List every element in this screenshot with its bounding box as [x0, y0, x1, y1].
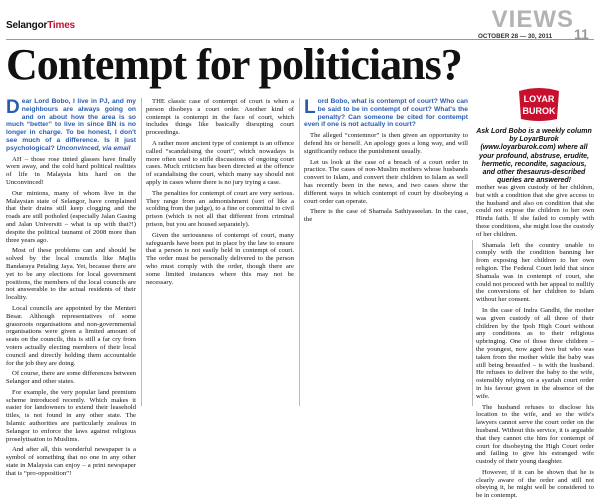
paragraph: The alleged “contemnor” is then given an opportunity to defend his or herself. An apology goes a long way, and will significantly reduce the punishment usually. [304, 132, 468, 155]
paragraph: Our minions, many of whom live in the Malaysian state of Selangor, have complained that their drains still keep clogging and the roads are still potholed (especially Jalan Gasing and Jalan Universiti – what is up with that?!) despite the political tsunami of 2008 more than three years ago. [6, 189, 136, 244]
column-divider [299, 98, 300, 406]
page-header [0, 0, 600, 40]
column-1 [6, 97, 136, 477]
paragraph: A rather more ancient type of contempt is an offence called “scandalising the court”, which nowadays is more often used to stifle discussions of ongoing court cases. Much criticism has been directed at the offence of scandalising the court, which many say should not apply in cases where there is no jury trying a case. [146, 139, 294, 186]
column-divider [472, 240, 473, 406]
brand-name: Selangor [6, 20, 48, 31]
section-title: VIEWS [491, 6, 574, 33]
paragraph: THE classic case of contempt of court is when a person disobeys a court order. Another kind of contempt is contempt in the face of court, which includes things like basically disrupting court proceedings. [146, 98, 294, 137]
paragraph: Most of these problems can and should be solved by the local councils like Majlis Bandaraya Petaling Jaya. Yet, because there are yet to be any elections for local government positions, the members of the local councils are not answerable to the actual residents of their locality. [6, 247, 136, 302]
question-2 [304, 98, 468, 129]
headline: Contempt for politicians? [6, 40, 462, 89]
paragraph: mother was given custody of her children, but with a condition that she give access to the husband and also on condition that she could not expose the children to her own Hindu faith. If she failed to comply with these conditions, she might lose the custody of her children. [476, 184, 594, 238]
paragraph: The penalties for contempt of court are very serious. They range from an admonishment (sort of like a scolding from the judge), to a fine or committal to civil prison (which is not all that different from criminal prison, but you are housed separately). [146, 189, 294, 228]
paragraph: Local councils are appointed by the Menteri Besar. Although representatives of some grassroots organisations and non-governmental organisations were given a limited amount of seats on the councils, this is still a far cry from voters actually electing members of their local council and directly holding them accountable for the job they are doing. [6, 304, 136, 367]
paragraph: There is the case of Shamala Sathiyaseelan. In the case, the [304, 208, 468, 224]
question-2-text: ord Bobo, what is contempt of court? Who can be said to be in contempt of court? What's the penalty? Can someone be cited for contempt even if one is not actually in court? [304, 98, 468, 129]
column-2 [146, 98, 294, 408]
dropcap-1: D [6, 97, 20, 118]
masthead-logo [6, 20, 75, 31]
question-1 [6, 98, 136, 153]
paragraph: Shamala left the country unable to comply with the condition banning her from exposing her children to her own religion. The Federal Court held that since Shamala was in contempt of court, she could not proceed with her appeal to nullify the conversions of her children to Islam without her consent. [476, 241, 594, 304]
paragraph: Given the seriousness of contempt of court, many safeguards have been put in place by the law to ensure that a person is not easily held in contempt of court. The order must be personally delivered to the person who must comply with the order, though there are some limited instances where this may not be necessary. [146, 231, 294, 286]
brand-name-times: Times [47, 20, 75, 31]
question-1-text: ear Lord Bobo, I live in PJ, and my neighbours are always going on and on about how the area is so much “better” to live in since BN is no longer in charge. To be honest, I don't see much of a difference. Is it just psychological? [6, 98, 136, 152]
paragraph: For example, the very popular land premium scheme introduced recently. Which makes it easier for landowners to extend their leasehold titles, is not found in any other state. The Islamic authorities are particularly zealous in Selangor to enforce the laws against religious proselytisation to Muslims. [6, 388, 136, 443]
paragraph: Of course, there are some differences between Selangor and other states. [6, 370, 136, 386]
column-4 [476, 60, 594, 500]
column-3 [304, 98, 468, 408]
question-1-signature: Unconvinced, via email [56, 144, 131, 152]
logo-text-2: BUROK [522, 106, 556, 116]
issue-date: OCTOBER 28 — 30, 2011 [478, 33, 553, 40]
column-divider [141, 98, 142, 406]
logo-text-1: LOYAR [523, 94, 555, 104]
paragraph: And after all, this wonderful newspaper is a symbol of something that no one in any other state in Malaysia can enjoy – a print newspaper that is “pro-opposition”! [6, 446, 136, 477]
paragraph: However, if it can be shown that he is clearly aware of the order and still not obeying it, he might well be considered to be in contempt. [476, 468, 594, 500]
paragraph: In the case of Indra Gandhi, the mother was given custody of all three of their children by the Ipoh High Court without any conditions as to their religious upbringing. One of those three children – the youngest, now aged two but who was taken from the mother while the baby was still being breastfed – is with the husband. He refuses to deliver the baby to the wife, ostensibly relying on a syariah court order in his favour given in the absence of the wife. [476, 306, 594, 400]
paragraph: Let us look at the case of a breach of a court order in practice. The cases of non-Muslim mothers whose husbands convert to Islam, and convert their children to Islam as well has recently been in the news, and two cases show the different ways in which contempt of court by disobeying a court order can operate. [304, 158, 468, 205]
page-number: 11 [574, 26, 589, 42]
dropcap-2: L [304, 97, 316, 118]
paragraph: AH – those rose tinted glasses have finally worn away, and the cold hard political realities of life in Malaysia hits hard on the Unconvinced! [6, 155, 136, 186]
paragraph: The husband refuses to disclose his location to the wife, and so the wife's lawyers cannot serve the court order on the husband. Without this service, it is arguable that they cannot cite him for contempt of court for disobeying the High Court order and failing to give his estranged wife custody of their young daughter. [476, 403, 594, 466]
column-caption: Ask Lord Bobo is a weekly column by LoyarBurok (www.loyarburok.com) where all your profound, abstruse, erudite, hermetic, recondite, sagacious, and other thesaurus-described queries are answered! [476, 128, 592, 185]
